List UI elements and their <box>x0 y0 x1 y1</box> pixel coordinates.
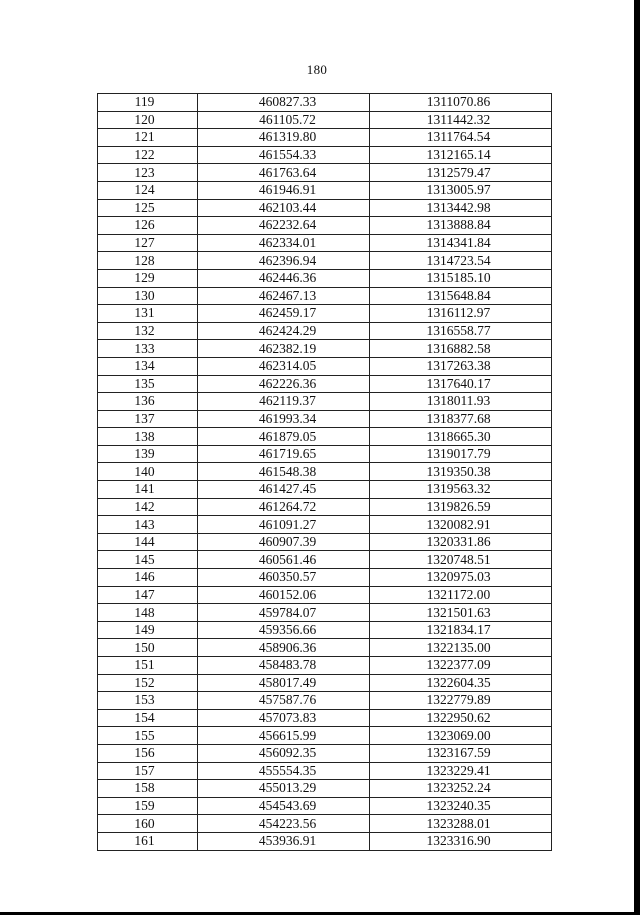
x-coordinate-cell: 461091.27 <box>198 516 370 534</box>
table-row <box>98 375 552 393</box>
x-coordinate-cell: 462334.01 <box>198 234 370 252</box>
y-coordinate-cell: 1322377.09 <box>370 657 552 675</box>
point-number-cell: 154 <box>98 709 198 727</box>
y-coordinate-cell: 1311070.86 <box>370 94 552 112</box>
x-coordinate-cell: 462467.13 <box>198 287 370 305</box>
table-row <box>98 234 552 252</box>
y-coordinate-cell: 1317640.17 <box>370 375 552 393</box>
x-coordinate-cell: 461105.72 <box>198 111 370 129</box>
table-row <box>98 322 552 340</box>
y-coordinate-cell: 1318665.30 <box>370 428 552 446</box>
y-coordinate-cell: 1316558.77 <box>370 322 552 340</box>
point-number-cell: 147 <box>98 586 198 604</box>
x-coordinate-cell: 458483.78 <box>198 657 370 675</box>
point-number-cell: 119 <box>98 94 198 112</box>
table-row <box>98 815 552 833</box>
point-number-cell: 141 <box>98 481 198 499</box>
point-number-cell: 130 <box>98 287 198 305</box>
y-coordinate-cell: 1314341.84 <box>370 234 552 252</box>
x-coordinate-cell: 460152.06 <box>198 586 370 604</box>
x-coordinate-cell: 458017.49 <box>198 674 370 692</box>
point-number-cell: 123 <box>98 164 198 182</box>
table-row <box>98 199 552 217</box>
x-coordinate-cell: 461763.64 <box>198 164 370 182</box>
point-number-cell: 158 <box>98 780 198 798</box>
table-row <box>98 340 552 358</box>
point-number-cell: 128 <box>98 252 198 270</box>
y-coordinate-cell: 1320975.03 <box>370 569 552 587</box>
x-coordinate-cell: 461319.80 <box>198 129 370 147</box>
table-row <box>98 797 552 815</box>
x-coordinate-cell: 462119.37 <box>198 393 370 411</box>
y-coordinate-cell: 1323316.90 <box>370 832 552 850</box>
y-coordinate-cell: 1312579.47 <box>370 164 552 182</box>
x-coordinate-cell: 455554.35 <box>198 762 370 780</box>
y-coordinate-cell: 1320748.51 <box>370 551 552 569</box>
x-coordinate-cell: 454543.69 <box>198 797 370 815</box>
table-row <box>98 252 552 270</box>
x-coordinate-cell: 453936.91 <box>198 832 370 850</box>
table-row <box>98 94 552 112</box>
point-number-cell: 137 <box>98 410 198 428</box>
x-coordinate-cell: 456615.99 <box>198 727 370 745</box>
table-row <box>98 357 552 375</box>
y-coordinate-cell: 1323240.35 <box>370 797 552 815</box>
y-coordinate-cell: 1319350.38 <box>370 463 552 481</box>
table-row <box>98 129 552 147</box>
x-coordinate-cell: 460350.57 <box>198 569 370 587</box>
y-coordinate-cell: 1315648.84 <box>370 287 552 305</box>
point-number-cell: 160 <box>98 815 198 833</box>
y-coordinate-cell: 1316882.58 <box>370 340 552 358</box>
coordinates-table <box>97 93 552 851</box>
x-coordinate-cell: 457073.83 <box>198 709 370 727</box>
x-coordinate-cell: 461719.65 <box>198 445 370 463</box>
table-row <box>98 146 552 164</box>
x-coordinate-cell: 461879.05 <box>198 428 370 446</box>
x-coordinate-cell: 457587.76 <box>198 692 370 710</box>
coordinates-table-body <box>98 94 552 851</box>
table-row <box>98 551 552 569</box>
x-coordinate-cell: 456092.35 <box>198 744 370 762</box>
table-row <box>98 111 552 129</box>
x-coordinate-cell: 461554.33 <box>198 146 370 164</box>
table-row <box>98 621 552 639</box>
y-coordinate-cell: 1313888.84 <box>370 217 552 235</box>
x-coordinate-cell: 462226.36 <box>198 375 370 393</box>
x-coordinate-cell: 454223.56 <box>198 815 370 833</box>
y-coordinate-cell: 1321834.17 <box>370 621 552 639</box>
table-row <box>98 181 552 199</box>
y-coordinate-cell: 1319017.79 <box>370 445 552 463</box>
table-row <box>98 164 552 182</box>
table-row <box>98 639 552 657</box>
table-row <box>98 744 552 762</box>
table-row <box>98 516 552 534</box>
point-number-cell: 134 <box>98 357 198 375</box>
table-row <box>98 569 552 587</box>
point-number-cell: 135 <box>98 375 198 393</box>
table-row <box>98 269 552 287</box>
table-row <box>98 287 552 305</box>
y-coordinate-cell: 1318377.68 <box>370 410 552 428</box>
x-coordinate-cell: 462459.17 <box>198 305 370 323</box>
point-number-cell: 133 <box>98 340 198 358</box>
x-coordinate-cell: 462103.44 <box>198 199 370 217</box>
y-coordinate-cell: 1316112.97 <box>370 305 552 323</box>
table-row <box>98 481 552 499</box>
point-number-cell: 148 <box>98 604 198 622</box>
point-number-cell: 131 <box>98 305 198 323</box>
point-number-cell: 125 <box>98 199 198 217</box>
table-row <box>98 674 552 692</box>
x-coordinate-cell: 459356.66 <box>198 621 370 639</box>
point-number-cell: 127 <box>98 234 198 252</box>
point-number-cell: 122 <box>98 146 198 164</box>
y-coordinate-cell: 1322779.89 <box>370 692 552 710</box>
table-row <box>98 780 552 798</box>
point-number-cell: 129 <box>98 269 198 287</box>
point-number-cell: 138 <box>98 428 198 446</box>
table-row <box>98 428 552 446</box>
point-number-cell: 136 <box>98 393 198 411</box>
table-row <box>98 657 552 675</box>
x-coordinate-cell: 460827.33 <box>198 94 370 112</box>
table-row <box>98 305 552 323</box>
page-number: 180 <box>306 62 328 77</box>
point-number-cell: 144 <box>98 533 198 551</box>
y-coordinate-cell: 1323288.01 <box>370 815 552 833</box>
point-number-cell: 126 <box>98 217 198 235</box>
table-row <box>98 762 552 780</box>
x-coordinate-cell: 462446.36 <box>198 269 370 287</box>
y-coordinate-cell: 1321172.00 <box>370 586 552 604</box>
x-coordinate-cell: 461548.38 <box>198 463 370 481</box>
x-coordinate-cell: 461427.45 <box>198 481 370 499</box>
point-number-cell: 121 <box>98 129 198 147</box>
y-coordinate-cell: 1319826.59 <box>370 498 552 516</box>
table-row <box>98 709 552 727</box>
point-number-cell: 149 <box>98 621 198 639</box>
point-number-cell: 139 <box>98 445 198 463</box>
table-row <box>98 393 552 411</box>
x-coordinate-cell: 460561.46 <box>198 551 370 569</box>
point-number-cell: 124 <box>98 181 198 199</box>
y-coordinate-cell: 1313442.98 <box>370 199 552 217</box>
point-number-cell: 159 <box>98 797 198 815</box>
x-coordinate-cell: 462396.94 <box>198 252 370 270</box>
table-row <box>98 727 552 745</box>
y-coordinate-cell: 1321501.63 <box>370 604 552 622</box>
y-coordinate-cell: 1311764.54 <box>370 129 552 147</box>
y-coordinate-cell: 1322950.62 <box>370 709 552 727</box>
point-number-cell: 142 <box>98 498 198 516</box>
x-coordinate-cell: 460907.39 <box>198 533 370 551</box>
page-border-right <box>634 0 640 915</box>
x-coordinate-cell: 462382.19 <box>198 340 370 358</box>
y-coordinate-cell: 1320082.91 <box>370 516 552 534</box>
x-coordinate-cell: 462232.64 <box>198 217 370 235</box>
y-coordinate-cell: 1323167.59 <box>370 744 552 762</box>
table-row <box>98 832 552 850</box>
y-coordinate-cell: 1314723.54 <box>370 252 552 270</box>
x-coordinate-cell: 459784.07 <box>198 604 370 622</box>
y-coordinate-cell: 1323229.41 <box>370 762 552 780</box>
point-number-cell: 150 <box>98 639 198 657</box>
point-number-cell: 161 <box>98 832 198 850</box>
table-row <box>98 604 552 622</box>
x-coordinate-cell: 458906.36 <box>198 639 370 657</box>
point-number-cell: 155 <box>98 727 198 745</box>
y-coordinate-cell: 1323069.00 <box>370 727 552 745</box>
point-number-cell: 143 <box>98 516 198 534</box>
point-number-cell: 156 <box>98 744 198 762</box>
table-row <box>98 217 552 235</box>
point-number-cell: 132 <box>98 322 198 340</box>
y-coordinate-cell: 1312165.14 <box>370 146 552 164</box>
table-row <box>98 498 552 516</box>
table-row <box>98 586 552 604</box>
point-number-cell: 152 <box>98 674 198 692</box>
point-number-cell: 140 <box>98 463 198 481</box>
table-row <box>98 692 552 710</box>
y-coordinate-cell: 1317263.38 <box>370 357 552 375</box>
x-coordinate-cell: 455013.29 <box>198 780 370 798</box>
y-coordinate-cell: 1313005.97 <box>370 181 552 199</box>
point-number-cell: 120 <box>98 111 198 129</box>
point-number-cell: 146 <box>98 569 198 587</box>
x-coordinate-cell: 462424.29 <box>198 322 370 340</box>
table-row <box>98 445 552 463</box>
y-coordinate-cell: 1311442.32 <box>370 111 552 129</box>
point-number-cell: 157 <box>98 762 198 780</box>
x-coordinate-cell: 461946.91 <box>198 181 370 199</box>
table-row <box>98 410 552 428</box>
table-row <box>98 463 552 481</box>
y-coordinate-cell: 1315185.10 <box>370 269 552 287</box>
y-coordinate-cell: 1320331.86 <box>370 533 552 551</box>
point-number-cell: 151 <box>98 657 198 675</box>
y-coordinate-cell: 1323252.24 <box>370 780 552 798</box>
y-coordinate-cell: 1318011.93 <box>370 393 552 411</box>
y-coordinate-cell: 1322604.35 <box>370 674 552 692</box>
y-coordinate-cell: 1319563.32 <box>370 481 552 499</box>
x-coordinate-cell: 462314.05 <box>198 357 370 375</box>
point-number-cell: 145 <box>98 551 198 569</box>
table-row <box>98 533 552 551</box>
x-coordinate-cell: 461264.72 <box>198 498 370 516</box>
x-coordinate-cell: 461993.34 <box>198 410 370 428</box>
y-coordinate-cell: 1322135.00 <box>370 639 552 657</box>
point-number-cell: 153 <box>98 692 198 710</box>
